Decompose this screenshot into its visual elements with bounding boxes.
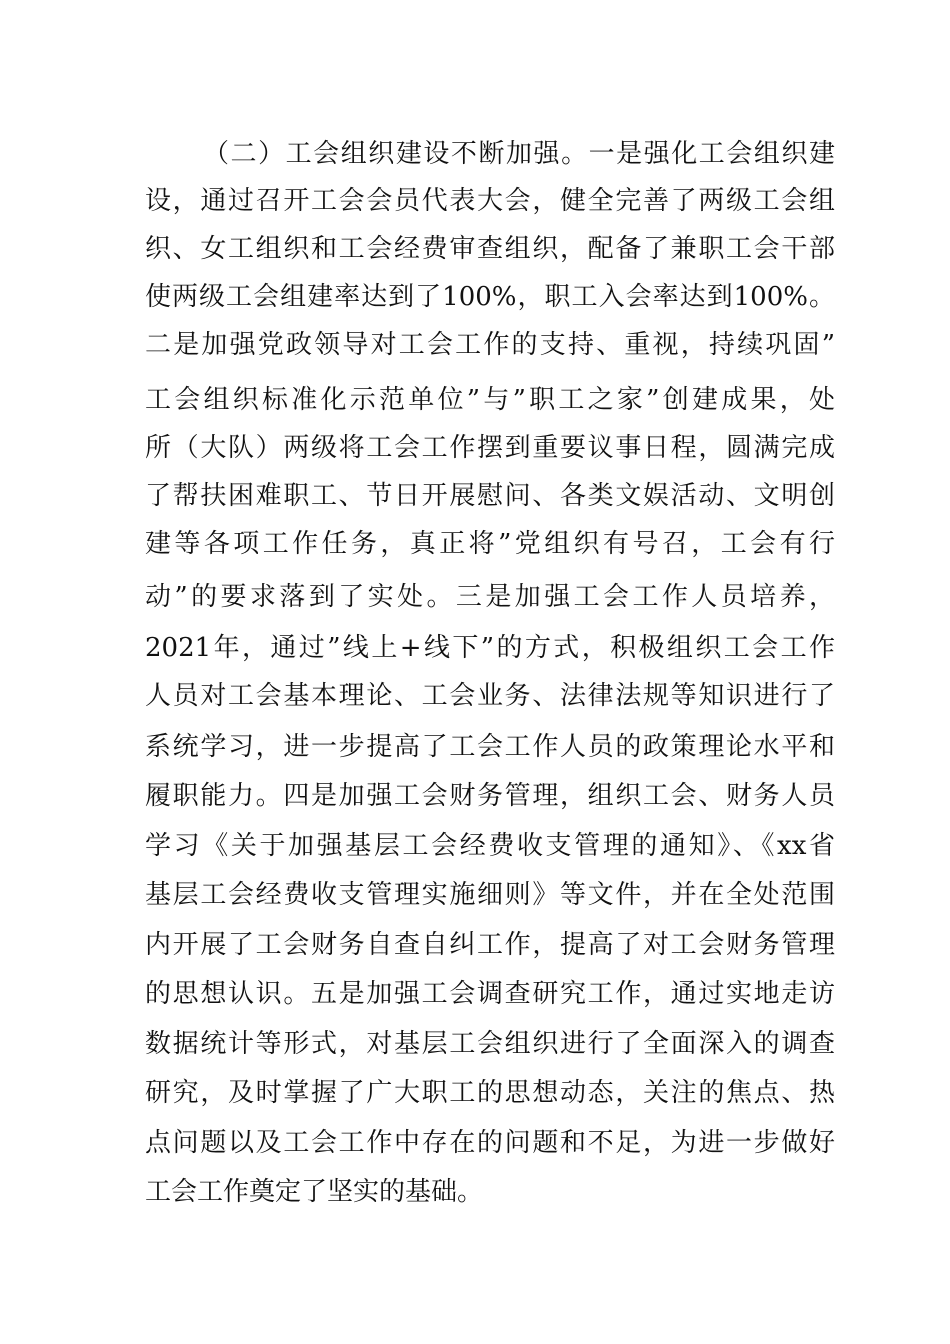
paragraph-line: 织、女工组织和工会经费审查组织，配备了兼职工会干部 xyxy=(145,234,835,264)
paragraph-line: 人员对工会基本理论、工会业务、法律法规等知识进行了 xyxy=(145,681,835,711)
paragraph-line: 使两级工会组建率达到了100%，职工入会率达到100%。 xyxy=(145,282,835,312)
paragraph-line: 基层工会经费收支管理实施细则》等文件，并在全处范围 xyxy=(145,880,835,910)
paragraph-line: 二是加强党政领导对工会工作的支持、重视，持续巩固” xyxy=(145,330,835,360)
paragraph-line: 工会组织标准化示范单位”与”职工之家”创建成果，处 xyxy=(145,385,835,415)
paragraph-line: 工会工作奠定了坚实的基础。 xyxy=(145,1177,484,1207)
paragraph-line: 动”的要求落到了实处。三是加强工会工作人员培养， xyxy=(145,582,835,612)
paragraph-line: 了帮扶困难职工、节日开展慰问、各类文娱活动、文明创 xyxy=(145,481,835,511)
paragraph-line: 所（大队）两级将工会工作摆到重要议事日程，圆满完成 xyxy=(145,433,835,463)
paragraph-line: 履职能力。四是加强工会财务管理，组织工会、财务人员 xyxy=(145,781,835,811)
paragraph-line: 点问题以及工会工作中存在的问题和不足，为进一步做好 xyxy=(145,1128,835,1158)
paragraph-line: 研究，及时掌握了广大职工的思想动态，关注的焦点、热 xyxy=(145,1078,835,1108)
paragraph-line: 建等各项工作任务，真正将”党组织有号召，工会有行 xyxy=(145,529,835,559)
paragraph-line: 设，通过召开工会会员代表大会，健全完善了两级工会组 xyxy=(145,186,835,216)
paragraph-line: 学习《关于加强基层工会经费收支管理的通知》、《xx省 xyxy=(145,831,835,861)
paragraph-line: 内开展了工会财务自查自纠工作，提高了对工会财务管理 xyxy=(145,930,835,960)
paragraph-line: 系统学习，进一步提高了工会工作人员的政策理论水平和 xyxy=(145,732,835,762)
paragraph-line: 数据统计等形式，对基层工会组织进行了全面深入的调查 xyxy=(145,1029,835,1059)
paragraph-line: 2021年，通过”线上+线下”的方式，积极组织工会工作 xyxy=(145,633,835,663)
paragraph-line: （二）工会组织建设不断加强。一是强化工会组织建 xyxy=(203,139,835,169)
paragraph-line: 的思想认识。五是加强工会调查研究工作，通过实地走访 xyxy=(145,979,835,1009)
